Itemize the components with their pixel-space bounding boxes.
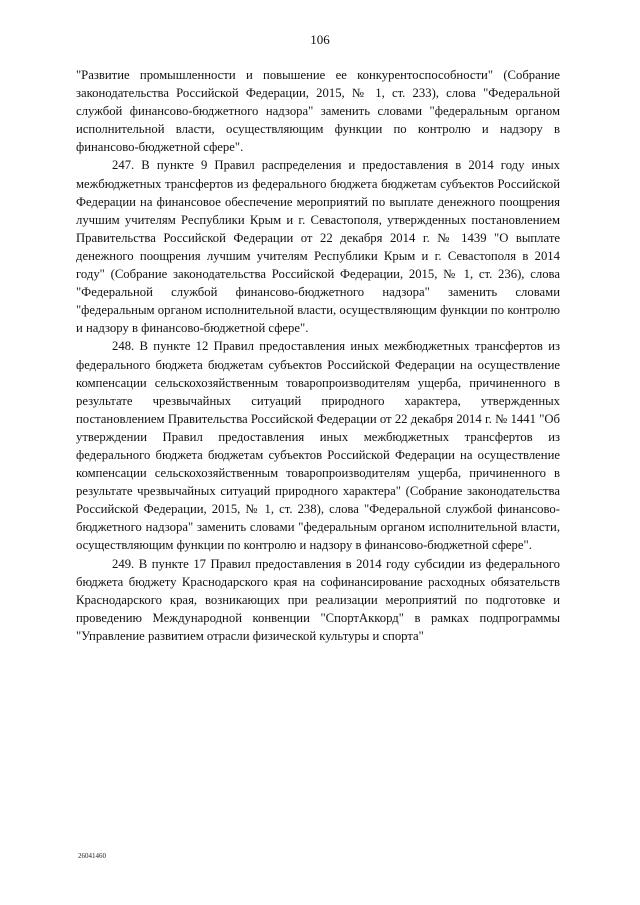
paragraph-249: 249. В пункте 17 Правил предоставления в 2014 году субсидии из федерального бюджета бюджету Краснодарского края на софинансирование расходных обязательств Краснодарского края, возникающих при реализации мероприятий по подготовке и проведению Международной конвенции "СпортАккорд" в рамках подпрограммы "Управление развитием отрасли физической культуры и спорта": [76, 556, 560, 643]
paragraph-continuation: "Развитие промышленности и повышение ее конкурентоспособности" (Собрание законодательства Российской Федерации, 2015, № 1, ст. 233), слова "Федеральной службой финансово-бюджетного надзора" заменить словами "федеральным органом исполнительной власти, осуществляющим функции по контролю и надзору в финансово-бюджетной сфере".: [76, 68, 560, 155]
paragraph-247: 247. В пункте 9 Правил распределения и предоставления в 2014 году иных межбюджетных трансфертов из федерального бюджета бюджетам субъектов Российской Федерации на финансовое обеспечение мероприятий по выплате денежного поощрения лучшим учителям Республики Крым и г. Севастополя, утвержденных постановлением Правительства Российской Федерации от 22 декабря 2014 г. № 1439 "О выплате денежного поощрения лучшим учителям Республики Крым и г. Севастополя в 2014 году" (Собрание законодательства Российской Федерации, 2015, № 1, ст. 236), слова "Федеральной службой финансово-бюджетного надзора" заменить словами "федеральным органом исполнительной власти, осуществляющим функции по контролю и надзору в финансово-бюджетной сфере".: [76, 158, 560, 336]
document-code: 26041460: [78, 852, 106, 860]
document-body: [76, 66, 560, 645]
paragraph-248: 248. В пункте 12 Правил предоставления иных межбюджетных трансфертов из федерального бюджета бюджетам субъектов Российской Федерации на осуществление компенсации сельскохозяйственным товаропроизводителям ущерба, причиненного в результате чрезвычайных ситуаций природного характера, утвержденных постановлением Правительства Российской Федерации от 22 декабря 2014 г. № 1441 "Об утверждении Правил предоставления иных межбюджетных трансфертов из федерального бюджета бюджетам субъектов Российской Федерации на осуществление компенсации сельскохозяйственным товаропроизводителям ущерба, причиненного в результате чрезвычайных ситуаций природного характера" (Собрание законодательства Российской Федерации, 2015, № 1, ст. 238), слова "Федеральной службой финансово-бюджетного надзора" заменить словами "федеральным органом исполнительной власти, осуществляющим функции по контролю и надзору в финансово-бюджетной сфере".: [76, 339, 560, 553]
page-number: 106: [310, 32, 330, 47]
